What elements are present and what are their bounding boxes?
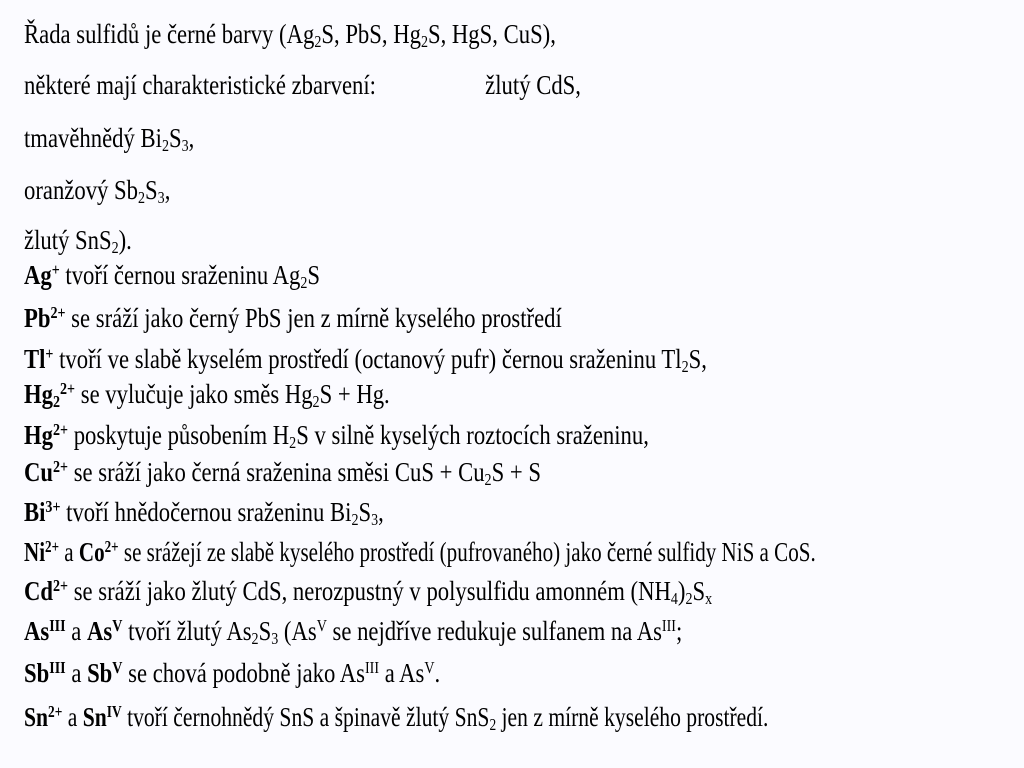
text-run: S bbox=[692, 576, 706, 606]
element-symbol: As bbox=[87, 616, 113, 646]
text-run: a As bbox=[379, 658, 425, 688]
superscript: V bbox=[112, 657, 123, 677]
subscript: 2 bbox=[138, 188, 146, 208]
line-nico bbox=[24, 537, 816, 567]
text-run: se sráží jako černá sraženina směsi CuS + Cu bbox=[68, 457, 485, 487]
subscript: 3 bbox=[371, 510, 379, 530]
element-symbol: Hg bbox=[24, 379, 53, 409]
line-pb bbox=[24, 303, 562, 333]
line-colored bbox=[24, 70, 581, 100]
line-hg bbox=[24, 419, 649, 453]
superscript: V bbox=[316, 615, 327, 635]
text-run: a bbox=[65, 658, 88, 688]
text-run: , bbox=[164, 175, 171, 205]
line-sns2 bbox=[24, 225, 132, 258]
line-cu bbox=[24, 456, 541, 490]
text-run: . bbox=[434, 658, 441, 688]
text-run: poskytuje působením H bbox=[68, 420, 290, 450]
text-run: S + Hg. bbox=[319, 379, 390, 409]
line-tl bbox=[24, 343, 707, 377]
text-run: se vylučuje jako směs Hg bbox=[75, 379, 313, 409]
element-symbol: Ni bbox=[24, 537, 46, 567]
element-symbol: Sn bbox=[82, 702, 107, 732]
superscript: III bbox=[364, 657, 380, 677]
text-run: S, bbox=[688, 344, 707, 374]
text-run: a bbox=[65, 616, 88, 646]
superscript: 2+ bbox=[104, 536, 119, 556]
line-cd bbox=[24, 575, 713, 609]
text-run: tvoří černohnědý SnS a špinavě žlutý SnS bbox=[121, 702, 490, 732]
superscript: 2+ bbox=[48, 701, 63, 721]
text-run: se srážejí ze slabě kyselého prostředí (pufrovaného) jako černé sulfidy NiS a CoS. bbox=[118, 537, 816, 567]
text-run: se sráží jako černý PbS jen z mírně kyselého prostředí bbox=[65, 303, 562, 333]
superscript: III bbox=[49, 657, 66, 677]
text-run: tmavěhnědý Bi bbox=[24, 123, 162, 153]
superscript: 2+ bbox=[52, 456, 69, 476]
line-sb bbox=[24, 658, 440, 688]
subscript: 2 bbox=[300, 273, 308, 293]
element-symbol: Sb bbox=[24, 658, 50, 688]
subscript: 3 bbox=[157, 188, 165, 208]
superscript: IV bbox=[106, 701, 122, 721]
superscript: 3+ bbox=[45, 496, 61, 516]
subscript: 4 bbox=[670, 589, 678, 609]
text-run: se chová podobně jako As bbox=[122, 658, 365, 688]
text-run: , bbox=[188, 123, 195, 153]
line-sn bbox=[24, 701, 769, 735]
line-bi bbox=[24, 496, 384, 530]
subscript: 3 bbox=[181, 136, 189, 156]
text-run: S, HgS, CuS), bbox=[427, 19, 556, 49]
subscript: 2 bbox=[685, 589, 693, 609]
text-run: žlutý SnS bbox=[24, 225, 112, 255]
text-run: tvoří černou sraženinu Ag bbox=[59, 260, 301, 290]
text-run: , bbox=[378, 497, 384, 527]
superscript: + bbox=[51, 259, 60, 279]
superscript: III bbox=[49, 615, 66, 635]
line-hg2 bbox=[24, 378, 390, 412]
text-run: tvoří žlutý As bbox=[122, 616, 252, 646]
line-bi2s3 bbox=[24, 123, 195, 156]
subscript: 2 bbox=[484, 470, 492, 490]
text-run: S bbox=[168, 123, 182, 153]
text-run: S v silně kyselých roztocích sraženinu, bbox=[296, 420, 649, 450]
element-symbol: Bi bbox=[24, 497, 46, 527]
text-run: oranžový Sb bbox=[24, 175, 139, 205]
text-run: tvoří ve slabě kyselém prostředí (octanový pufr) černou sraženinu Tl bbox=[53, 344, 682, 374]
line-ag bbox=[24, 259, 320, 293]
subscript: 3 bbox=[271, 629, 279, 649]
text-run: S bbox=[145, 175, 158, 205]
element-symbol: Pb bbox=[24, 303, 51, 333]
subscript: 2 bbox=[351, 510, 359, 530]
text-run: jen z mírně kyselého prostředí. bbox=[496, 702, 769, 732]
element-symbol: Hg bbox=[24, 420, 53, 450]
text-run: ) bbox=[677, 576, 686, 606]
subscript: x bbox=[705, 589, 713, 609]
line-sb2s3 bbox=[24, 175, 171, 208]
element-symbol: Cu bbox=[24, 457, 53, 487]
text-run: (As bbox=[278, 616, 317, 646]
subscript: 2 bbox=[289, 433, 297, 453]
element-symbol: Sb bbox=[87, 658, 113, 688]
subscript: 2 bbox=[314, 32, 322, 52]
text-run: S bbox=[307, 260, 320, 290]
element-symbol: Cd bbox=[24, 576, 53, 606]
superscript: 2+ bbox=[50, 302, 66, 322]
subscript: 2 bbox=[52, 392, 61, 412]
superscript: 2+ bbox=[52, 575, 69, 595]
subscript: 2 bbox=[161, 136, 169, 156]
line-intro bbox=[24, 19, 556, 52]
superscript: 2+ bbox=[52, 419, 69, 439]
line-as bbox=[24, 615, 683, 649]
text-run: S bbox=[358, 497, 372, 527]
text-run: se sráží jako žlutý CdS, nerozpustný v polysulfidu amonném (NH bbox=[68, 576, 671, 606]
element-symbol: Tl bbox=[24, 344, 46, 374]
superscript: V bbox=[112, 615, 123, 635]
superscript: 2+ bbox=[45, 536, 60, 556]
element-symbol: Ag bbox=[24, 260, 52, 290]
text-run: ). bbox=[118, 225, 132, 255]
subscript: 2 bbox=[251, 629, 259, 649]
subscript: 2 bbox=[420, 32, 428, 52]
text-run: S + S bbox=[491, 457, 541, 487]
text-run: tvoří hnědočernou sraženinu Bi bbox=[60, 497, 352, 527]
subscript: 2 bbox=[489, 715, 497, 735]
subscript: 2 bbox=[312, 392, 320, 412]
superscript: + bbox=[45, 343, 54, 363]
element-symbol: As bbox=[24, 616, 50, 646]
subscript: 2 bbox=[681, 357, 689, 377]
text-run: ; bbox=[675, 616, 683, 646]
text-run: S, PbS, Hg bbox=[321, 19, 421, 49]
text-run: a bbox=[62, 702, 83, 732]
subscript: 2 bbox=[111, 238, 119, 258]
element-symbol: Co bbox=[78, 537, 105, 567]
superscript: 2+ bbox=[60, 378, 76, 398]
text-run: některé mají charakteristické zbarvení: bbox=[24, 70, 376, 100]
superscript: III bbox=[661, 615, 676, 635]
text-run: a bbox=[59, 537, 79, 567]
text-run: se nejdříve redukuje sulfanem na As bbox=[326, 616, 662, 646]
superscript: V bbox=[424, 657, 435, 677]
element-symbol: Sn bbox=[24, 702, 49, 732]
text-run: Řada sulfidů je černé barvy (Ag bbox=[24, 19, 315, 49]
text-run: žlutý CdS, bbox=[485, 70, 581, 100]
text-run: S bbox=[258, 616, 272, 646]
